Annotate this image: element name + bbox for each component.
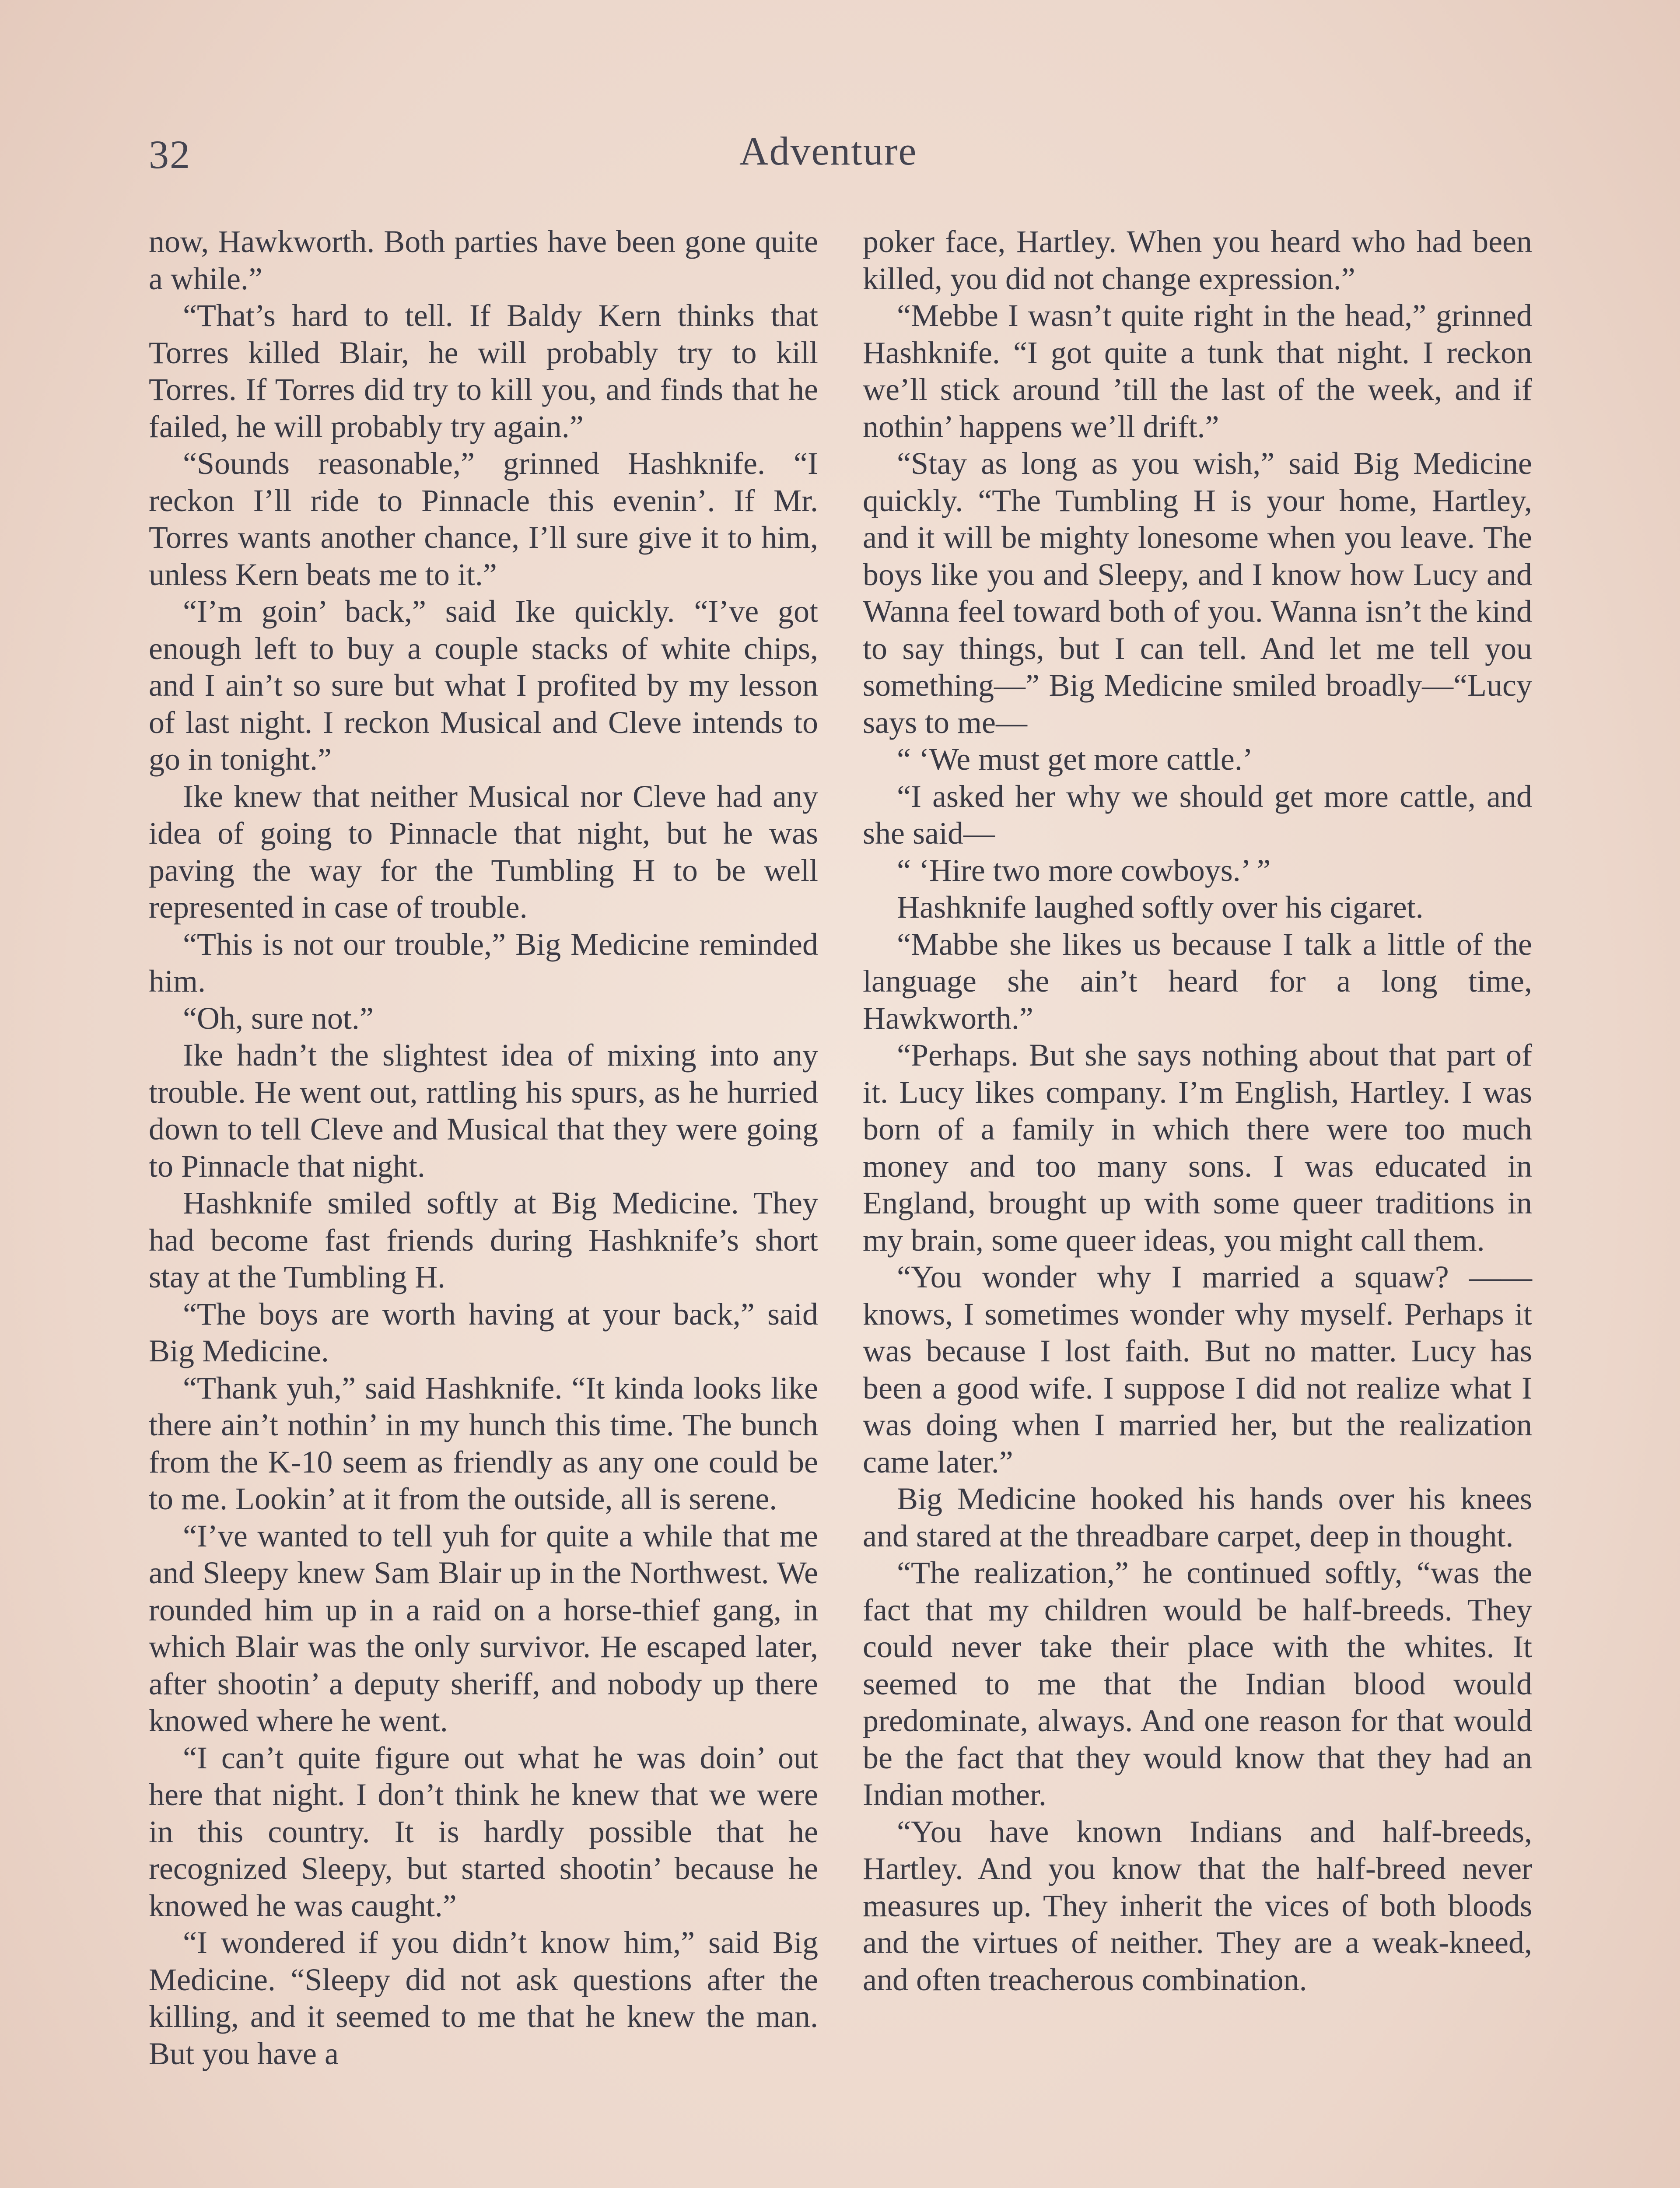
paragraph: “Oh, sure not.” [183,1000,374,1036]
paragraph: “ ‘We must get more cattle.’ [897,742,1253,777]
paragraph: poker face, Hartley. When you heard who had been killed, you did not change expression.” [863,224,1532,296]
paragraph: “You have known Indians and half-breeds, Hartley. And you know that the half-breed never measures up. They inherit the vices of both bloods and the virtues of neither. They are a weak-kneed, and often treacherous combination. [863,1814,1532,1997]
paragraph: Ike knew that neither Musical nor Cleve had any idea of going to Pinnacle that night, but he was paving the way for the Tumbling H to be well represented in case of trouble. [149,778,818,925]
paragraph: “Perhaps. But she says nothing about that part of it. Lucy likes company. I’m English, Hartley. I was born of a family in which there were too much money and too many sons. I was educated in England, brought up with some queer traditions in my brain, some queer ideas, you might call them. [863,1038,1532,1258]
paragraph: Ike hadn’t the slightest idea of mixing into any trouble. He went out, rattling his spurs, as he hurried down to tell Cleve and Musical that they were going to Pinnacle that night. [149,1038,818,1184]
paragraph: “Sounds reasonable,” grinned Hashknife. “I reckon I’ll ride to Pinnacle this evenin’. If Mr. Torres wants another chance, I’ll sure give it to him, unless Kern beats me to it.” [149,446,818,592]
paragraph: “You wonder why I married a squaw? —— knows, I sometimes wonder why myself. Perhaps it was because I lost faith. But no matter. Lucy has been a good wife. I suppose I did not realize what I was doing when I married her, but the realization came later.” [863,1259,1532,1480]
paragraph: “Mebbe I wasn’t quite right in the head,” grinned Hashknife. “I got quite a tunk that night. I reckon we’ll stick around ’till the last of the week, and if nothin’ happens we’ll drift.” [863,298,1532,444]
paragraph: “Stay as long as you wish,” said Big Medicine quickly. “The Tumbling H is your home, Hartley, and it will be mighty lonesome when you leave. The boys like you and Sleepy, and I know how Lucy and Wanna feel toward both of you. Wanna isn’t the kind to say things, but I can tell. And let me tell you something—” Big Medicine smiled broadly—“Lucy says to me— [863,446,1532,740]
paragraph: Big Medicine hooked his hands over his knees and stared at the threadbare carpet, deep in thought. [863,1481,1532,1553]
right-text-column [863,223,1532,1998]
paragraph: “I’m goin’ back,” said Ike quickly. “I’ve got enough left to buy a couple stacks of white chips, and I ain’t so sure but what I profited by my lesson of last night. I reckon Musical and Cleve intends to go in tonight.” [149,594,818,777]
page-number: 32 [149,132,191,177]
paragraph: “The realization,” he continued softly, “was the fact that my children would be half-breeds. They could never take their place with the whites. It seemed to me that the Indian blood would predominate, always. And one reason for that would be the fact that they would know that they had an Indian mother. [863,1555,1532,1812]
paragraph: “I can’t quite figure out what he was doin’ out here that night. I don’t think he knew that we were in this country. It is hardly possible that he recognized Sleepy, but started shootin’ because he knowed he was caught.” [149,1740,818,1923]
paragraph: “I asked her why we should get more cattle, and she said— [863,778,1532,851]
paragraph: “Mabbe she likes us because I talk a little of the language she ain’t heard for a long time, Hawkworth.” [863,926,1532,1036]
paragraph: “That’s hard to tell. If Baldy Kern thinks that Torres killed Blair, he will probably try to kill Torres. If Torres did try to kill you, and finds that he failed, he will probably try again.” [149,298,818,444]
paragraph: now, Hawkworth. Both parties have been gone quite a while.” [149,224,818,296]
left-text-column [149,223,818,2072]
paragraph: “This is not our trouble,” Big Medicine reminded him. [149,926,818,999]
paragraph: “I’ve wanted to tell yuh for quite a while that me and Sleepy knew Sam Blair up in the Northwest. We rounded him up in a raid on a horse-thief gang, in which Blair was the only survivor. He escaped later, after shootin’ a deputy sheriff, and nobody up there knowed where he went. [149,1518,818,1738]
paragraph: Hashknife laughed softly over his cigaret. [897,890,1424,925]
paragraph: “ ‘Hire two more cowboys.’ ” [897,852,1271,888]
running-head-title: Adventure [739,129,917,173]
paragraph: “Thank yuh,” said Hashknife. “It kinda looks like there ain’t nothin’ in my hunch this time. The bunch from the K-10 seem as friendly as any one could be to me. Lookin’ at it from the outside, all is serene. [149,1370,818,1516]
paragraph: Hashknife smiled softly at Big Medicine. They had become fast friends during Hashknife’s short stay at the Tumbling H. [149,1185,818,1294]
paragraph: “The boys are worth having at your back,” said Big Medicine. [149,1296,818,1368]
paragraph: “I wondered if you didn’t know him,” said Big Medicine. “Sleepy did not ask questions after the killing, and it seemed to me that he knew the man. But you have a [149,1925,818,2071]
